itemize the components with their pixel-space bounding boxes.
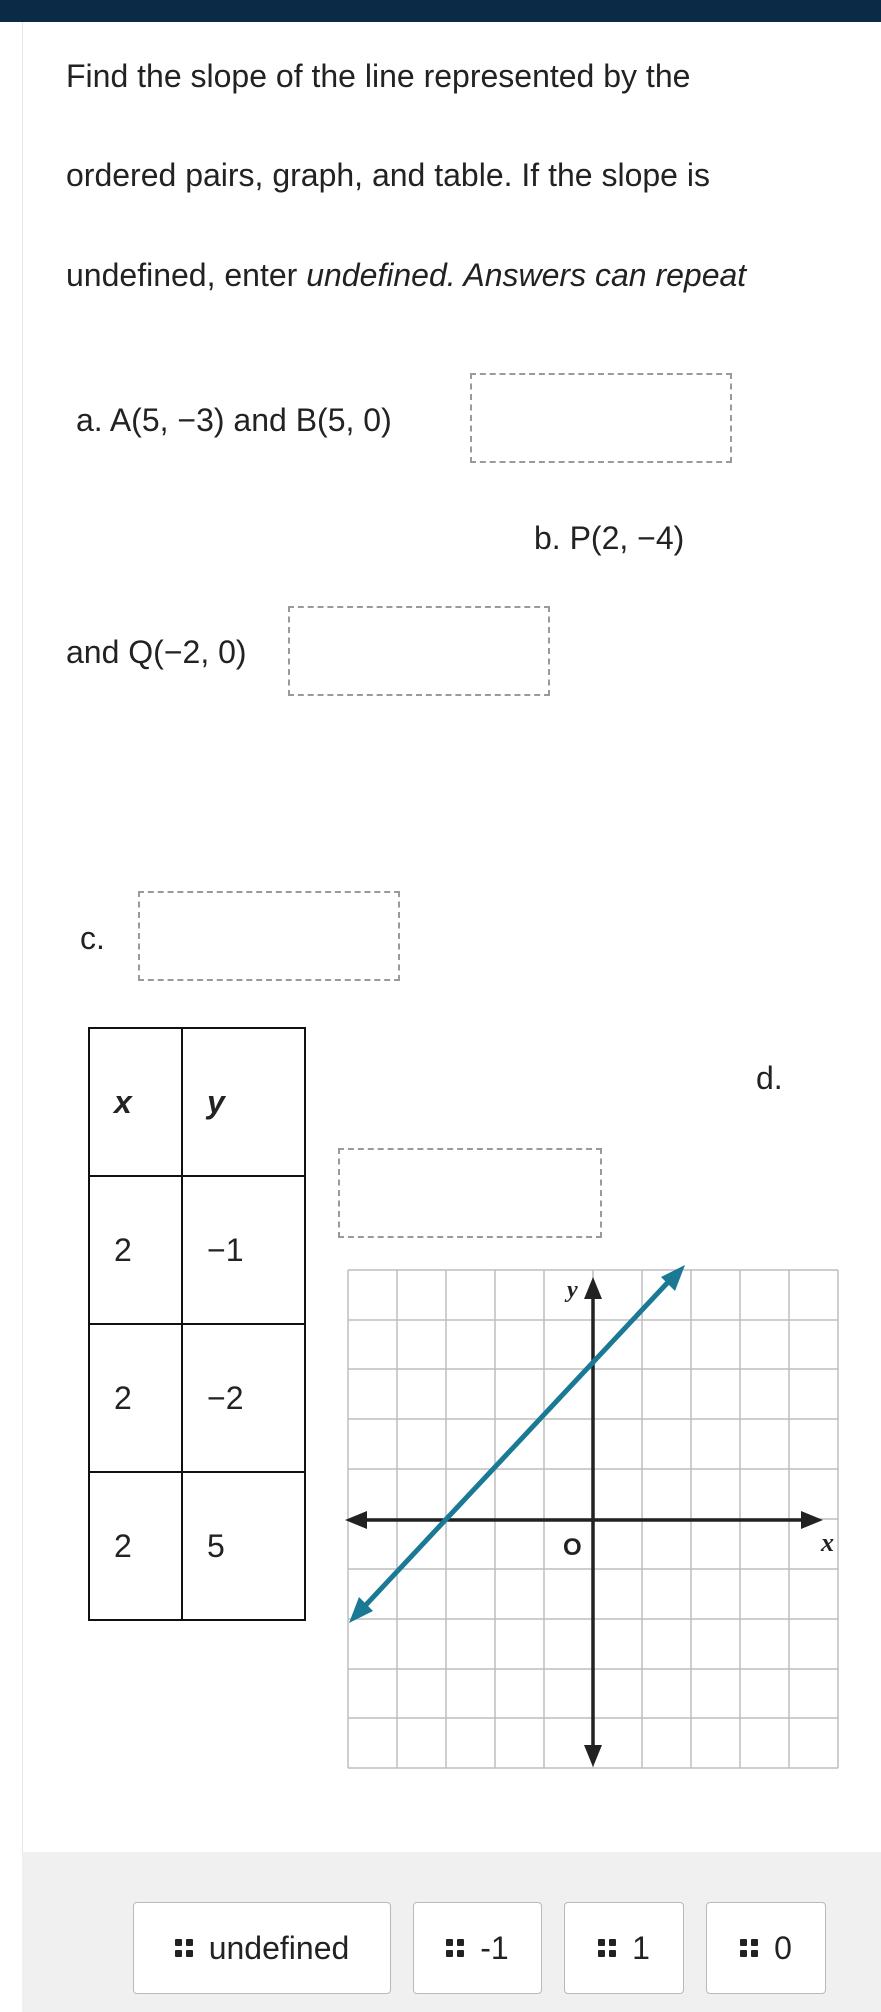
graph-origin-label: O [563, 1534, 582, 1561]
prompt-line-1: Find the slope of the line represented by the [66, 58, 691, 94]
graph-axes [345, 1277, 823, 1767]
answer-drop-b[interactable] [288, 606, 550, 696]
part-d-label: d. [756, 1060, 783, 1096]
drag-handle-icon [598, 1939, 616, 1957]
answer-drop-a[interactable] [470, 373, 732, 463]
drag-handle-icon [740, 1939, 758, 1957]
tile-label: 0 [774, 1929, 792, 1966]
tile-label: 1 [632, 1929, 650, 1966]
y-axis-down-arrow [584, 1745, 602, 1767]
part-a-label: a. A(5, −3) and B(5, 0) [76, 402, 392, 438]
graph-line-segment [363, 1279, 671, 1608]
y-axis-up-arrow [584, 1277, 602, 1299]
part-b-label: b. P(2, −4) [534, 520, 685, 556]
table-cell: −1 [182, 1176, 305, 1324]
part-c-label: c. [80, 920, 105, 956]
drag-handle-icon [175, 1939, 193, 1957]
top-bar [0, 0, 881, 22]
coordinate-graph [345, 1265, 845, 1775]
tile-label: undefined [208, 1929, 350, 1966]
table-header-row [89, 1028, 305, 1176]
graph-x-label: x [821, 1528, 834, 1557]
drag-handle-icon [446, 1939, 464, 1957]
table-cell: −2 [182, 1324, 305, 1472]
table-header-x: x [89, 1028, 182, 1176]
prompt-line-2: ordered pairs, graph, and table. If the slope is [66, 157, 710, 193]
table-header-y: y [182, 1028, 305, 1176]
prompt-line-3-italic: undefined. Answers can repeat [306, 257, 747, 293]
table-cell: 2 [89, 1472, 182, 1620]
tile-undefined[interactable] [133, 1902, 391, 1994]
tile-minus-one[interactable] [413, 1902, 542, 1994]
table-row [89, 1472, 305, 1620]
answer-drop-c[interactable] [138, 891, 400, 981]
table-cell: 5 [182, 1472, 305, 1620]
prompt-line-3 [66, 255, 746, 295]
graph-y-label: y [567, 1277, 578, 1303]
tile-label: -1 [480, 1929, 509, 1966]
xy-table [88, 1027, 306, 1621]
x-axis-right-arrow [801, 1511, 823, 1529]
answer-drop-d[interactable] [338, 1148, 602, 1238]
table-cell: 2 [89, 1324, 182, 1472]
part-b-continued: and Q(−2, 0) [66, 634, 247, 670]
table-row [89, 1176, 305, 1324]
table-cell: 2 [89, 1176, 182, 1324]
table-row [89, 1324, 305, 1472]
prompt-line-3-text: undefined, enter [66, 257, 307, 293]
tile-one[interactable] [564, 1902, 684, 1994]
left-divider [22, 22, 23, 1852]
tile-zero[interactable] [706, 1902, 826, 1994]
